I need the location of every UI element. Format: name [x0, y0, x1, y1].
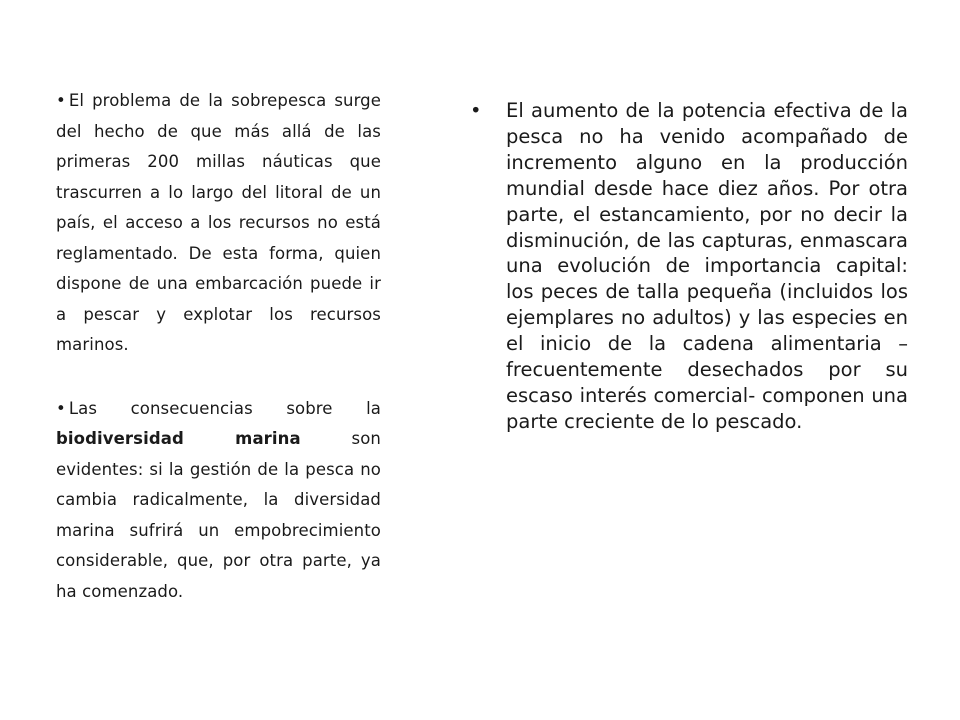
fishing-power-text: El aumento de la potencia efectiva de la pesca no ha venido acompañado de incremento alguno en la producción mundial desde hace diez años. Por otra parte, el estancamiento, por no decir la disminución, de las capturas, enmascara una evolución de importancia capital: los peces de talla pequeña (incluidos los ejemplares no adultos) y las especies en el inicio de la cadena alimentaria –frecuentemente desechados por su escaso interés comercial- componen una parte creciente de lo pescado. [506, 99, 908, 433]
bullet-icon: • [56, 398, 66, 418]
overfishing-paragraph [56, 86, 381, 361]
bullet-icon: • [56, 91, 66, 110]
bullet-icon: • [470, 99, 482, 122]
biodiversity-text-before: Las consecuencias sobre la [68, 398, 381, 418]
biodiversity-paragraph [56, 394, 381, 608]
left-column [56, 86, 381, 607]
fishing-power-paragraph [470, 98, 908, 435]
biodiversity-bold-term: biodiversidad marina [56, 429, 301, 448]
overfishing-text: El problema de la sobrepesca surge del hecho de que más allá de las primeras 200 millas náuticas que trascurren a lo largo del litoral de un país, el acceso a los recursos no está reglamentado. De esta forma, quien dispone de una embarcación puede ir a pescar y explotar los recursos marinos. [56, 91, 381, 354]
right-column [470, 98, 908, 435]
biodiversity-text-after: son evidentes: si la gestión de la pesca no cambia radicalmente, la diversidad marina sufrirá un empobrecimiento considerable, que, por otra parte, ya ha comenzado. [56, 429, 381, 601]
